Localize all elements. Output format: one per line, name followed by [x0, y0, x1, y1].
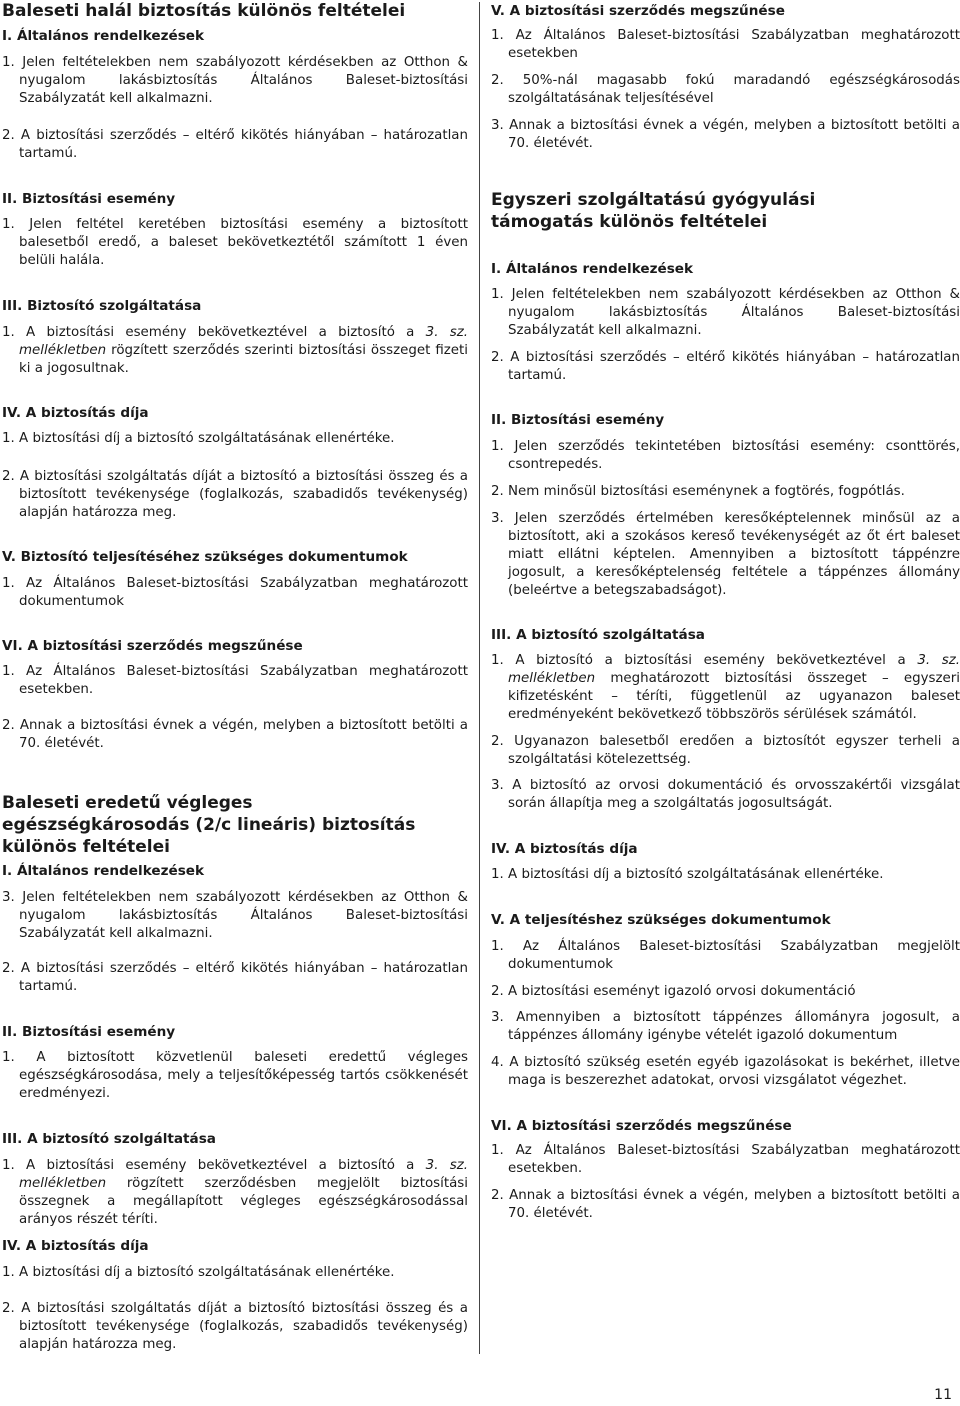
paragraph: 3. Annak a biztosítási évnek a végén, melyben a biztosított betölti a 70. életévét.	[491, 118, 960, 151]
paragraph: 1. Az Általános Baleset-biztosítási Szabályzatban meghatározott esetekben.	[2, 664, 468, 697]
paragraph: 1. Jelen feltétel keretében biztosítási esemény a biztosított balesetből eredő, a baleset bekövetkeztétől számított 1 éven belüli halála.	[2, 217, 468, 268]
paragraph: 2. A biztosítási szerződés – eltérő kikötés hiányában – határozatlan tartamú.	[491, 350, 960, 383]
heading-general-provisions: I. Általános rendelkezések	[491, 261, 694, 277]
paragraph: 1. A biztosítási díj a biztosító szolgáltatásának ellenértéke.	[2, 1265, 395, 1280]
paragraph: 1. Jelen feltételekben nem szabályozott kérdésekben az Otthon & nyugalom lakásbiztosítás Általános Baleset-biztosítási Szabályzatát kell alkalmazni.	[2, 55, 468, 106]
paragraph: 2. A biztosítási szolgáltatás díját a biztosító a biztosítási összeg és a biztosított tevékenysége (foglalkozás, szabadidős tevékenység) alapján határozza meg.	[2, 469, 468, 520]
paragraph: 3. Amennyiben a biztosított táppénzes állományra jogosult, a táppénzes állomány igénybe vételét igazoló dokumentum	[491, 1010, 960, 1043]
heading-required-documents: V. Biztosító teljesítéséhez szükséges dokumentumok	[2, 549, 408, 565]
paragraph: 3. A biztosító az orvosi dokumentáció és orvosszakértői vizsgálat során állapítja meg a szolgáltatás jogosultságát.	[491, 778, 960, 811]
section-title-recovery-support: Egyszeri szolgáltatású gyógyulási támogatás különös feltételei	[491, 190, 816, 232]
section-title-health-damage-insurance: Baleseti eredetű végleges egészségkárosodás (2/c lineáris) biztosítás különös feltételei	[2, 793, 416, 857]
heading-insurance-fee: IV. A biztosítás díja	[2, 405, 149, 421]
heading-insurer-service: III. A biztosító szolgáltatása	[2, 1131, 216, 1147]
paragraph: 1. Az Általános Baleset-biztosítási Szabályzatban meghatározott esetekben.	[491, 1143, 960, 1176]
paragraph: 2. A biztosítási szerződés – eltérő kikötés hiányában – határozatlan tartamú.	[2, 128, 468, 161]
paragraph: 1. A biztosított közvetlenül baleseti eredettű végleges egészségkárosodása, mely a teljesítőképesség tartós csökkenését eredményezi.	[2, 1050, 468, 1101]
heading-termination: V. A biztosítási szerződés megszűnése	[491, 3, 785, 19]
paragraph: 1. Az Általános Baleset-biztosítási Szabályzatban megjelölt dokumentumok	[491, 939, 960, 972]
heading-insurer-service: III. Biztosító szolgáltatása	[2, 298, 202, 314]
paragraph: 2. Annak a biztosítási évnek a végén, melyben a biztosított betölti a 70. életévét.	[491, 1188, 960, 1221]
paragraph: 1. A biztosítási díj a biztosító szolgáltatásának ellenértéke.	[2, 431, 395, 446]
heading-termination: VI. A biztosítási szerződés megszűnése	[2, 638, 303, 654]
paragraph: 1. Az Általános Baleset-biztosítási Szabályzatban meghatározott esetekben	[491, 28, 960, 61]
paragraph: 2. A biztosítási szolgáltatás díját a biztosító biztosítási összeg és a biztosított tevékenysége (foglalkozás, szabadidős tevékenység) alapján határozza meg.	[2, 1301, 468, 1352]
paragraph: 1. A biztosítási díj a biztosító szolgáltatásának ellenértéke.	[491, 867, 884, 882]
paragraph: 3. Jelen szerződés értelmében keresőképtelennek minősül az a biztosított, aki a szokásos kereső tevékenységét az őt ért baleset miatt ellátni képtelen. Amennyiben a biztosított táppénzre jogosult, a keresőképtelenség feltétele a táppénzes állomány (beleértve a betegszabadságot).	[491, 511, 960, 598]
heading-insurance-fee: IV. A biztosítás díja	[491, 841, 638, 857]
heading-termination: VI. A biztosítási szerződés megszűnése	[491, 1118, 792, 1134]
heading-insured-event: II. Biztosítási esemény	[2, 1024, 176, 1040]
paragraph: 2. Nem minősül biztosítási eseménynek a fogtörés, fogpótlás.	[491, 484, 905, 499]
paragraph: 1. A biztosítási esemény bekövetkeztével a biztosító a 3. sz. mellékletben rögzített szerződésben megjelölt biztosítási összegnek a megállapított végleges egészségkárosodással arányos részét téríti.	[2, 1158, 468, 1227]
paragraph: 2. Annak a biztosítási évnek a végén, melyben a biztosított betölti a 70. életévét.	[2, 718, 468, 751]
paragraph: 2. A biztosítási szerződés – eltérő kikötés hiányában – határozatlan tartamú.	[2, 961, 468, 994]
heading-insurance-fee: IV. A biztosítás díja	[2, 1238, 149, 1254]
paragraph: 4. A biztosító szükség esetén egyéb igazolásokat is bekérhet, illetve maga is beszerezhet adatokat, orvosi vizsgálatot végezhet.	[491, 1055, 960, 1088]
page-number: 11	[934, 1387, 952, 1403]
paragraph: 2. Ugyanazon balesetből eredően a biztosítót egyszer terheli a szolgáltatási kötelezettség.	[491, 734, 960, 767]
heading-required-documents: V. A teljesítéshez szükséges dokumentumok	[491, 912, 831, 928]
heading-insured-event: II. Biztosítási esemény	[2, 191, 176, 207]
column-divider	[479, 2, 480, 1354]
heading-insurer-service: III. A biztosító szolgáltatása	[491, 627, 705, 643]
heading-insured-event: II. Biztosítási esemény	[491, 412, 665, 428]
paragraph: 1. A biztosító a biztosítási esemény bekövetkeztével a 3. sz. mellékletben meghatározott biztosítási összeget – egyszeri kifizetésként – téríti, függetlenül az ugyanazon baleset eredményeként bekövetkező többszörös sérülések számától.	[491, 653, 960, 722]
paragraph: 3. Jelen feltételekben nem szabályozott kérdésekben az Otthon & nyugalom lakásbiztosítás Általános Baleset-biztosítási Szabályzatát kell alkalmazni.	[2, 890, 468, 941]
section-title-death-insurance: Baleseti halál biztosítás különös feltételei	[2, 1, 406, 21]
heading-general-provisions: I. Általános rendelkezések	[2, 863, 205, 879]
heading-general-provisions: I. Általános rendelkezések	[2, 28, 205, 44]
paragraph: 1. A biztosítási esemény bekövetkeztével a biztosító a 3. sz. mellékletben rögzített szerződés szerinti biztosítási összeget fizeti ki a jogosultnak.	[2, 325, 468, 376]
paragraph: 1. Jelen szerződés tekintetében biztosítási esemény: csonttörés, csontrepedés.	[491, 439, 960, 472]
paragraph: 2. A biztosítási eseményt igazoló orvosi dokumentáció	[491, 984, 856, 999]
paragraph: 2. 50%-nál magasabb fokú maradandó egészségkárosodás szolgáltatásának teljesítésével	[491, 73, 960, 106]
paragraph: 1. Az Általános Baleset-biztosítási Szabályzatban meghatározott dokumentumok	[2, 576, 468, 609]
paragraph: 1. Jelen feltételekben nem szabályozott kérdésekben az Otthon & nyugalom lakásbiztosítás Általános Baleset-biztosítási Szabályzatát kell alkalmazni.	[491, 287, 960, 338]
